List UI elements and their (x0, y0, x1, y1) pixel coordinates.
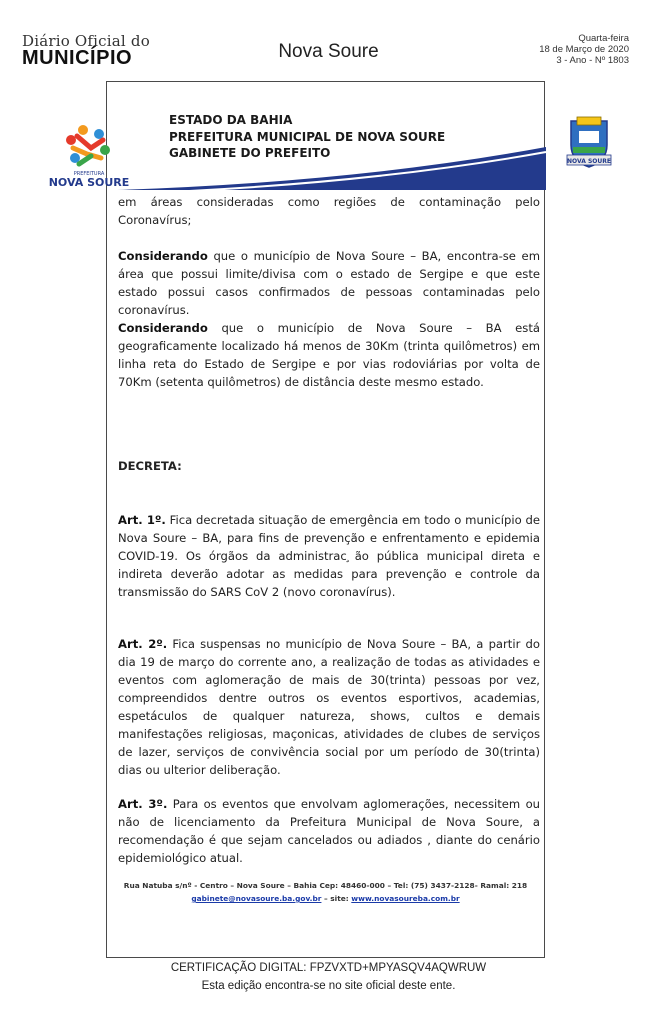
coat-of-arms-icon (561, 115, 617, 171)
certification-note: Esta edição encontra-se no site oficial deste ente. (201, 980, 456, 992)
certification-code: CERTIFICAÇÃO DIGITAL: FPZVXTD+MPYASQV4AQWRUW (170, 962, 487, 974)
masthead-edition: 3 - Ano - Nº 1803 (556, 55, 629, 66)
masthead-weekday: Quarta-feira (578, 33, 629, 44)
considerando-2-bold: Considerando (118, 321, 208, 335)
article-1-text: Fica decretada situação de emergência em todo o município de Nova Soure – BA, para fins de prevenção e enfrentamento e epidemia COVID-19. Os órgãos da administrac ̧ão pública municipal direta e indireta deverão adotar as medidas para prevenção e controle da transmissão do SARS CoV 2 (novo coronavírus). (118, 513, 540, 599)
letterhead (48, 82, 611, 192)
paragraph-considerando-2 (118, 319, 540, 391)
article-3-label: Art. 3º. (118, 797, 168, 811)
footer-address: Rua Natuba s/nº - Centro – Nova Soure – Bahia Cep: 48460-000 – Tel: (75) 3437-2128- Ramal: 218 (123, 881, 528, 890)
article-2-text: Fica suspensas no município de Nova Soure – BA, a partir do dia 19 de março do corrente ano, a realização de todas as atividades e eventos com aglomeração de mais de 30(trinta) pessoas por vez, compreendidos dentre outros os eventos esportivos, academias, espetáculos de qualquer natureza, shows, cultos e demais manifestações religiosas, maçonicas, atividades de clubes de serviços de lazer, serviços de convivência social por um período de 30(trinta) dias ou ulterior deliberação. (118, 637, 541, 777)
logo-left-name-text: NOVA SOURE (48, 176, 130, 189)
article-1 (118, 511, 540, 601)
paragraph-areas-text: em áreas consideradas como regiões de contaminação pelo Coronavírus; (118, 195, 540, 227)
letterhead-title (169, 112, 445, 162)
masthead (0, 0, 657, 80)
masthead-diario: Diário Oficial do (22, 32, 150, 50)
letterhead-line-gabinete: GABINETE DO PREFEITO (169, 146, 331, 160)
footer-links (107, 894, 544, 903)
considerando-1-bold: Considerando (118, 249, 208, 263)
letterhead-line-state: ESTADO DA BAHIA (169, 113, 293, 127)
footer-email-link[interactable]: gabinete@novasoure.ba.gov.br (191, 894, 322, 903)
prefeitura-logo-icon (47, 120, 131, 192)
prefeitura-logo (47, 120, 131, 192)
considerando-2-text: que o município de Nova Soure – BA está geograficamente localizado há menos de 30Km (trinta quilômetros) em linha reta do Estado de Sergipe e por vias rodoviárias por volta de 70Km (setenta quilômetros) de distância deste mesmo estado. (118, 321, 540, 389)
article-2 (118, 635, 540, 779)
letterhead-line-prefeitura: PREFEITURA MUNICIPAL DE NOVA SOURE (169, 129, 446, 144)
municipal-coat-of-arms (561, 115, 617, 171)
paragraph-areas (118, 193, 540, 229)
masthead-date: 18 de Março de 2020 (539, 44, 629, 55)
masthead-municipio: MUNICÍPIO (22, 47, 133, 69)
masthead-edition-info (539, 33, 629, 66)
decreta-heading: DECRETA: (118, 459, 182, 473)
article-1-label: Art. 1º. (118, 513, 166, 527)
footer-site-label: – site: (321, 894, 352, 903)
footer-site-link[interactable]: www.novasoureba.com.br (351, 894, 460, 903)
considerando-1-text: que o município de Nova Soure – BA, encontra-se em área que possui limite/divisa com o estado de Sergipe e que este estado possui casos confirmados de pessoas contaminadas pelo coronavírus. (118, 249, 540, 317)
article-3-text: Para os eventos que envolvam aglomerações, necessitem ou não de licenciamento da Prefeitura Municipal de Nova Soure, a recomendação é que sejam cancelados ou adiados , diante do cenário epidemiológico atual. (118, 797, 541, 865)
logo-right-name-text: NOVA SOURE (567, 158, 611, 165)
article-2-label: Art. 2º. (118, 637, 168, 651)
paragraph-considerando-1 (118, 247, 540, 319)
masthead-city: Nova Soure (278, 41, 379, 62)
article-3 (118, 795, 540, 867)
logo-left-small-text: PREFEITURA (73, 171, 105, 177)
document-frame (48, 81, 611, 958)
